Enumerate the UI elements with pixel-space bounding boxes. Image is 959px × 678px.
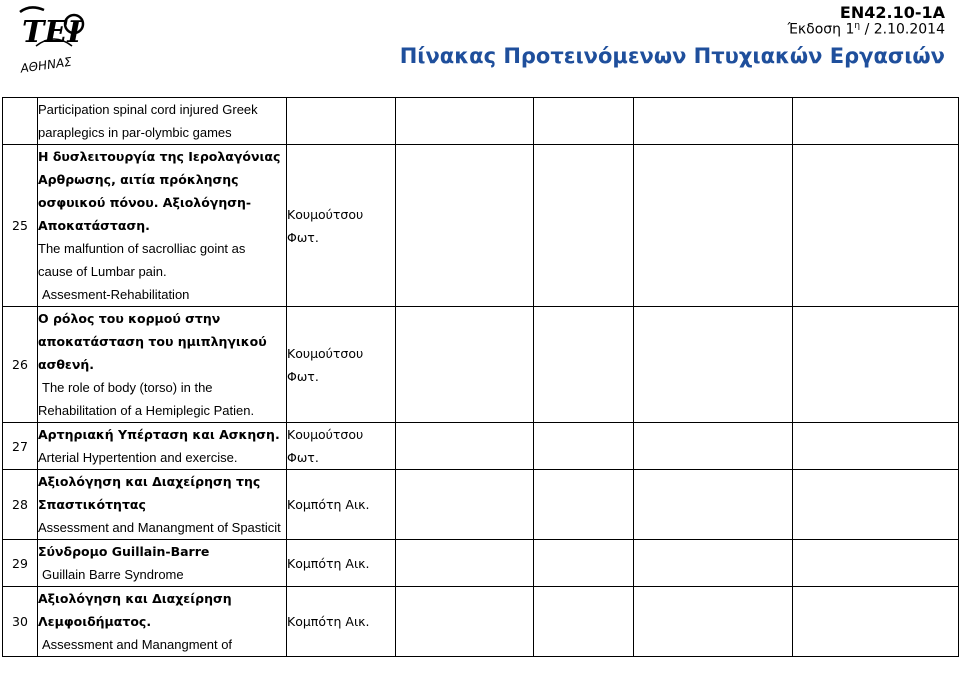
empty-cell [396,540,534,587]
thesis-title-line: αποκατάσταση του ημιπληγικού [38,334,267,349]
row-number: 26 [3,307,38,423]
supervisor [287,423,396,470]
supervisor [287,307,396,423]
empty-cell [634,145,793,307]
empty-cell [396,98,534,145]
document-version: Έκδοση $1^\eta / 2.10.2014$ [787,21,945,38]
empty-cell [634,307,793,423]
supervisor-line: Φωτ. [287,450,319,465]
empty-cell [793,423,959,470]
document-code: ΕΝ42.10-1Α [839,3,945,22]
empty-cell [793,540,959,587]
thesis-title-line: Assessment and Manangment of Spasticit [38,520,281,535]
empty-cell [793,98,959,145]
empty-cell [534,587,634,657]
thesis-title-line: cause of Lumbar pain. [38,264,167,279]
supervisor-line: Κουμούτσου [287,427,364,442]
thesis-title-line: paraplegics in par-olymbic games [38,125,232,140]
thesis-title-line: Αποκατάσταση. [38,218,150,233]
empty-cell [634,98,793,145]
empty-cell [793,587,959,657]
thesis-title-line: Guillain Barre Syndrome [42,567,184,582]
table-row [3,423,959,470]
empty-cell [634,587,793,657]
table-row [3,470,959,540]
supervisor-line: Κομπότη Αικ. [287,497,370,512]
table-row [3,307,959,423]
thesis-title-line: The malfuntion of sacrolliac goint as [38,241,246,256]
empty-cell [793,470,959,540]
thesis-title-line: οσφυικού πόνου. Αξιολόγηση- [38,195,252,210]
thesis-title-line: Σύνδρομο Guillain-Barre [38,544,210,559]
empty-cell [634,470,793,540]
thesis-title-line: Rehabilitation of a Hemiplegic Patien. [38,403,255,418]
supervisor-line: Κουμούτσου [287,206,364,222]
supervisor-line: Φωτ. [287,229,319,245]
thesis-title-line: Assessment and Manangment of [42,637,233,652]
thesis-title [38,540,287,587]
empty-cell [534,423,634,470]
supervisor-line: Κουμούτσου [287,345,364,361]
supervisor [287,145,396,307]
thesis-title-line: Η δυσλειτουργία της Ιερολαγόνιας [38,149,281,164]
supervisor [287,470,396,540]
thesis-title-line: Σπαστικότητας [38,497,146,512]
thesis-title-line: The role of body (torso) in the [42,380,213,395]
thesis-title-line: Αρθρωσης, αιτία πρόκλησης [38,172,239,187]
empty-cell [534,98,634,145]
row-number: 29 [3,540,38,587]
empty-cell [396,307,534,423]
supervisor-line: Κομπότη Αικ. [287,555,370,571]
row-number [3,98,38,145]
thesis-title-line: Αρτηριακή Υπέρταση και Ασκηση. [38,427,280,442]
thesis-title-line: Assesment-Rehabilitation [42,287,190,302]
thesis-title-line: Arterial Hypertention and exercise. [38,450,238,465]
empty-cell [634,540,793,587]
empty-cell [793,145,959,307]
empty-cell [534,307,634,423]
thesis-title [38,423,287,470]
empty-cell [396,145,534,307]
tei-athens-logo [14,2,94,74]
row-number: 25 [3,145,38,307]
thesis-title [38,307,287,423]
table-row [3,98,959,145]
table-row [3,145,959,307]
empty-cell [793,307,959,423]
logo-text: ΤΕΙ [22,15,82,50]
empty-cell [396,587,534,657]
thesis-title-line: Αξιολόγηση και Διαχείρηση [38,591,232,606]
thesis-title [38,145,287,307]
empty-cell [534,470,634,540]
table-row [3,540,959,587]
thesis-title [38,98,287,145]
row-number: 27 [3,423,38,470]
thesis-title [38,470,287,540]
empty-cell [634,423,793,470]
thesis-table [2,97,959,657]
document-title: Πίνακας Προτεινόμενων Πτυχιακών Εργασιών [399,44,945,68]
table-row [3,587,959,657]
logo-subtext: ΑΘΗΝΑΣ [19,54,73,74]
empty-cell [534,145,634,307]
thesis-title-line: Λεμφοιδήματος. [38,614,152,629]
thesis-title-line: ασθενή. [38,357,95,372]
empty-cell [396,423,534,470]
empty-cell [396,470,534,540]
row-number: 28 [3,470,38,540]
supervisor [287,98,396,145]
supervisor-line: Κομπότη Αικ. [287,614,370,629]
supervisor [287,587,396,657]
empty-cell [534,540,634,587]
supervisor [287,540,396,587]
supervisor-line: Φωτ. [287,368,319,384]
thesis-title [38,587,287,657]
thesis-title-line: Ο ρόλος του κορμού στην [38,311,221,326]
row-number: 30 [3,587,38,657]
thesis-title-line: Participation spinal cord injured Greek [38,102,258,117]
thesis-title-line: Αξιολόγηση και Διαχείρηση της [38,474,261,489]
